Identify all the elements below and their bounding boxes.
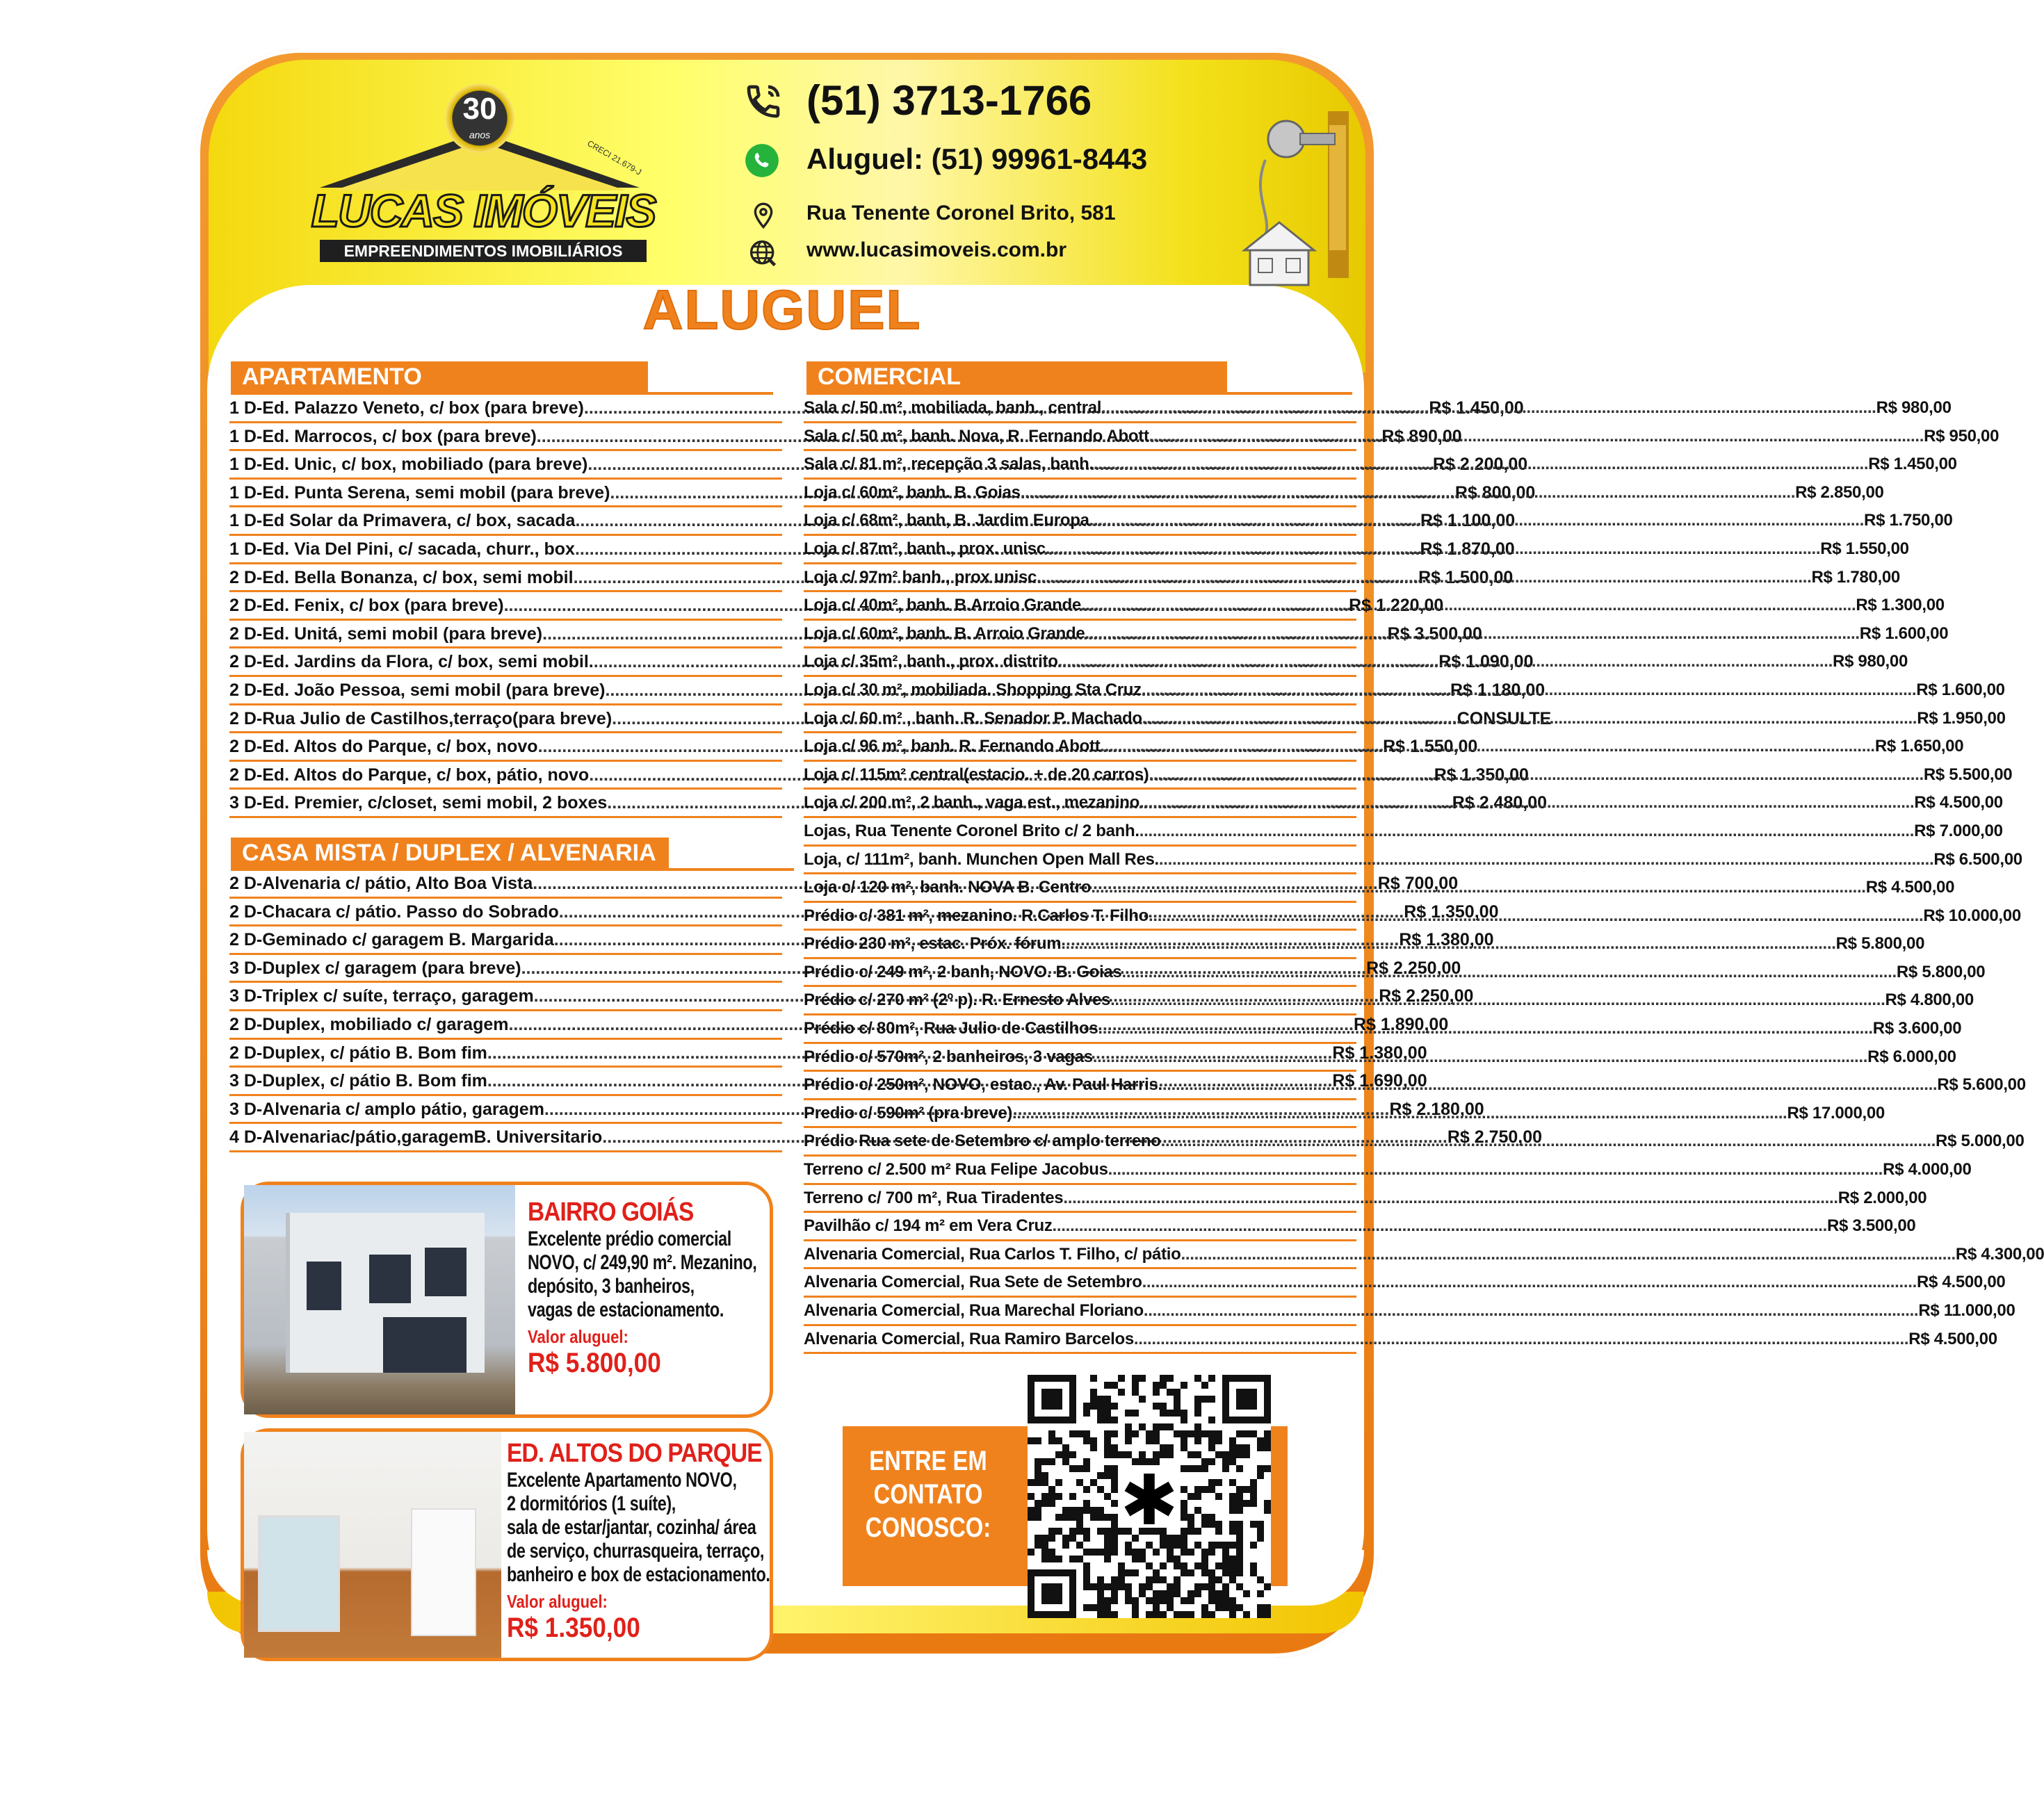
dot-leader — [1142, 705, 1917, 732]
item-price: R$ 7.000,00 — [1914, 821, 2003, 840]
item-price: R$ 700,00 — [1377, 874, 1459, 893]
dot-leader — [1063, 1185, 1838, 1211]
item-price: R$ 4.500,00 — [1908, 1329, 1997, 1348]
card-desc-line: depósito, 3 banheiros, — [528, 1275, 695, 1298]
item-description: Alvenaria Comercial, Rua Marechal Floriano — [804, 1301, 1144, 1320]
item-description: 1 D-Ed. Palazzo Veneto, c/ box (para breve) — [229, 398, 584, 418]
dot-leader — [1058, 648, 1833, 675]
item-description: 2 D-Duplex, mobiliado c/ garagem — [229, 1014, 509, 1034]
item-description: 3 D-Ed. Premier, c/closet, semi mobil, 2 boxes — [229, 793, 608, 813]
dot-leader — [1091, 874, 1865, 901]
dot-leader — [1089, 507, 1864, 534]
item-price: R$ 5.800,00 — [1835, 934, 1925, 954]
cta-line: CONTATO — [873, 1479, 983, 1510]
item-description: Loja c/ 35m², banh., prox. distrito — [804, 652, 1058, 671]
item-price: R$ 2.000,00 — [1838, 1188, 1927, 1207]
dot-leader — [1061, 931, 1835, 957]
item-price: R$ 1.350,00 — [1434, 765, 1529, 785]
item-description: 3 D-Duplex c/ garagem (para breve) — [229, 958, 521, 978]
item-description: Terreno c/ 700 m², Rua Tiradentes — [804, 1188, 1064, 1207]
item-description: Alvenaria Comercial, Rua Carlos T. Filho, c/ pátio — [804, 1244, 1181, 1264]
card-text — [507, 1439, 770, 1644]
item-price: R$ 3.500,00 — [1826, 1216, 1916, 1236]
dot-leader — [1053, 1213, 1827, 1239]
item-price: R$ 1.750,00 — [1864, 511, 1953, 530]
card-desc-line: sala de estar/jantar, cozinha/ área — [507, 1516, 756, 1539]
window — [369, 1255, 411, 1303]
list-item[interactable] — [804, 1326, 1997, 1355]
dot-leader — [1021, 480, 1795, 506]
dot-leader — [1161, 1128, 1936, 1154]
item-description: Sala c/ 50 m², banh. Nova, R. Fernando Abott — [804, 426, 1149, 446]
dot-leader — [1121, 959, 1896, 986]
section-heading-comercial — [806, 361, 1227, 392]
item-description: Loja c/ 60m², banh. B. Goias — [804, 482, 1021, 502]
item-description: Prédio c/ 270 m² (2º p). R. Ernesto Alves — [804, 990, 1111, 1010]
card-desc-line: Excelente prédio comercial — [528, 1227, 731, 1250]
item-price: R$ 5.500,00 — [1923, 765, 2013, 784]
item-price: R$ 1.600,00 — [1859, 623, 1949, 643]
badge-number: 30 — [462, 92, 497, 126]
item-description: Loja c/ 87m², banh., prox. unisc — [804, 539, 1046, 558]
glass-door — [383, 1317, 467, 1373]
heading-text: COMERCIAL — [818, 364, 961, 390]
dot-leader — [1134, 1326, 1908, 1353]
item-price: R$ 2.200,00 — [1432, 455, 1528, 475]
item-description: Loja c/ 60 m² , banh. R. Senador P. Machado — [804, 708, 1142, 728]
item-price: R$ 2.250,00 — [1379, 986, 1474, 1006]
item-price: R$ 1.550,00 — [1820, 539, 1909, 558]
item-description: Loja c/ 97m² banh., prox unisc — [804, 567, 1037, 587]
dot-leader — [1098, 1015, 1872, 1042]
item-description: Predio c/ 590m² (pra breve) — [804, 1103, 1013, 1123]
item-description: 3 D-Alvenaria c/ amplo pátio, garagem — [229, 1099, 544, 1119]
item-price: R$ 1.950,00 — [1917, 708, 2006, 728]
cta-line: ENTRE EM — [869, 1446, 987, 1476]
item-description: 2 D-Alvenaria c/ pátio, Alto Boa Vista — [229, 874, 533, 893]
item-description: Loja c/ 120 m², banh. NOVA B. Centro — [804, 878, 1092, 897]
item-price: R$ 2.750,00 — [1447, 1127, 1543, 1148]
item-price: R$ 2.850,00 — [1795, 482, 1884, 502]
item-description: 3 D-Triplex c/ suíte, terraço, garagem — [229, 986, 534, 1006]
item-description: Prédio c/ 250m², NOVO, estac., Av. Paul Harris. — [804, 1075, 1162, 1095]
item-description: 2 D-Ed. Fenix, c/ box (para breve) — [229, 596, 504, 616]
window — [258, 1515, 340, 1632]
item-description: 2 D-Duplex, c/ pátio B. Bom fim — [229, 1043, 487, 1063]
item-price: R$ 980,00 — [1876, 398, 1952, 417]
item-price: R$ 2.180,00 — [1389, 1099, 1484, 1119]
item-price: R$ 1.500,00 — [1418, 567, 1514, 587]
item-description: 2 D-Geminado c/ garagem B. Margarida — [229, 930, 554, 950]
item-price: R$ 1.550,00 — [1383, 737, 1478, 757]
item-price: R$ 5.000,00 — [1936, 1132, 2025, 1151]
item-description: Loja c/ 40m², banh. B.Arroio Grande — [804, 596, 1081, 615]
dot-leader — [1100, 733, 1874, 760]
list-item[interactable] — [804, 1241, 2044, 1270]
card-price: R$ 1.350,00 — [507, 1613, 640, 1643]
item-price: R$ 800,00 — [1454, 482, 1536, 503]
item-price: R$ 5.800,00 — [1896, 962, 1986, 981]
item-description: 2 D-Ed. Altos do Parque, c/ box, pátio, novo — [229, 765, 590, 785]
item-price: R$ 4.300,00 — [1955, 1244, 2044, 1264]
brand-name: LUCAS IMÓVEIS — [311, 185, 656, 236]
dot-leader — [1037, 564, 1811, 591]
list-item[interactable] — [804, 818, 2003, 847]
item-description: Loja c/ 30 m², mobiliada. Shopping Sta Cruz — [804, 680, 1142, 699]
item-description: Sala c/ 50 m², mobiliada, banh., central — [804, 398, 1102, 417]
globe-icon — [748, 238, 779, 269]
contact-banner-text — [863, 1444, 994, 1544]
location-pin-icon — [749, 202, 777, 229]
dot-leader — [1046, 536, 1820, 562]
item-price: R$ 980,00 — [1832, 652, 1908, 671]
item-description: 2 D-Ed. Bella Bonanza, c/ box, semi mobil — [229, 567, 574, 587]
item-price: R$ 2.480,00 — [1452, 793, 1548, 813]
heading-text: CASA MISTA / DUPLEX / ALVENARIA — [242, 840, 656, 866]
item-description: Prédio Rua sete de Setembro c/ amplo terreno — [804, 1132, 1161, 1151]
dot-leader — [1139, 818, 1914, 844]
item-price: R$ 1.220,00 — [1349, 596, 1444, 616]
item-price: R$ 4.500,00 — [1865, 878, 1955, 897]
item-price: R$ 6.000,00 — [1867, 1047, 1956, 1066]
item-price: R$ 1.650,00 — [1874, 737, 1964, 756]
card-desc-line: 2 dormitórios (1 suíte), — [507, 1492, 676, 1515]
whatsapp-number: Aluguel: (51) 99961-8443 — [806, 142, 1148, 175]
card-title: ED. ALTOS DO PARQUE — [507, 1439, 762, 1468]
building-photo — [244, 1185, 515, 1414]
item-description: 2 D-Ed. Altos do Parque, c/ box, novo — [229, 737, 538, 757]
card-price-label: Valor aluguel: — [528, 1326, 628, 1347]
list-item[interactable] — [804, 1157, 1972, 1185]
interior-wall — [411, 1508, 476, 1636]
section-heading-casa — [231, 838, 669, 868]
dot-leader — [1081, 592, 1856, 619]
item-price: R$ 1.380,00 — [1399, 930, 1494, 950]
phone-number: (51) 3713-1766 — [806, 77, 1092, 124]
dot-leader — [1094, 451, 1868, 478]
item-description: 1 D-Ed. Unic, c/ box, mobiliado (para breve) — [229, 455, 588, 475]
item-price: R$ 4.500,00 — [1916, 1273, 2006, 1292]
item-description: Loja c/ 200 m², 2 banh., vaga est., mezanino — [804, 793, 1139, 813]
svg-text:✱: ✱ — [1120, 1460, 1178, 1541]
whatsapp-contact[interactable] — [744, 142, 1203, 181]
item-price: R$ 4.000,00 — [1883, 1160, 1972, 1180]
item-price: R$ 1.300,00 — [1856, 596, 1945, 615]
item-price: R$ 1.350,00 — [1404, 901, 1499, 922]
item-description: Prédio 230 m², estac. Próx. fórum — [804, 934, 1062, 954]
item-description: Loja c/ 96 m², banh. R. Fernando Abott — [804, 737, 1101, 756]
house-keys-icon — [1224, 97, 1349, 292]
dot-leader — [1159, 847, 1933, 873]
item-price: R$ 890,00 — [1381, 426, 1462, 446]
item-description: 2 D-Ed. João Pessoa, semi mobil (para breve) — [229, 680, 606, 700]
item-description: 1 D-Ed Solar da Primavera, c/ box, sacada — [229, 511, 576, 531]
card-title: BAIRRO GOIÁS — [528, 1198, 694, 1227]
page-title: ALUGUEL — [642, 279, 922, 341]
featured-card-altos-do-parque[interactable] — [241, 1428, 773, 1661]
item-price: R$ 4.500,00 — [1914, 793, 2003, 813]
dot-leader — [1139, 790, 1914, 816]
item-price: R$ 1.450,00 — [1868, 455, 1957, 474]
card-price: R$ 5.800,00 — [528, 1348, 661, 1378]
whatsapp-icon — [744, 142, 780, 179]
address-text: Rua Tenente Coronel Brito, 581 — [806, 202, 1116, 225]
item-description: 1 D-Ed. Punta Serena, semi mobil (para breve) — [229, 482, 610, 503]
company-logo[interactable] — [306, 70, 660, 264]
item-description: 2 D-Chacara c/ pátio. Passo do Sobrado — [229, 901, 559, 922]
dot-leader — [1162, 1072, 1937, 1098]
dot-leader — [1142, 1269, 1917, 1296]
item-price: R$ 3.600,00 — [1872, 1019, 1962, 1038]
item-price: R$ 1.780,00 — [1811, 567, 1900, 587]
list-item[interactable] — [804, 847, 2022, 875]
item-description: Prédio c/ 249 m², 2 banh, NOVO. B. Goias — [804, 962, 1122, 981]
item-description: Terreno c/ 2.500 m² Rua Felipe Jacobus — [804, 1160, 1108, 1180]
item-price: R$ 1.890,00 — [1354, 1014, 1449, 1034]
item-description: Prédio c/ 80m², Rua Julio de Castilhos — [804, 1019, 1098, 1038]
card-desc-line: banheiro e box de estacionamento. — [507, 1563, 770, 1586]
item-price: R$ 1.090,00 — [1438, 652, 1534, 672]
item-description: Prédio c/ 381 m², mezanino. R.Carlos T. Filho — [804, 906, 1149, 925]
item-description: 2 D-Ed. Jardins da Flora, c/ box, semi mobil. — [229, 652, 594, 672]
item-description: Sala c/ 81 m², recepção 3 salas, banh. — [804, 455, 1094, 474]
item-price: R$ 1.600,00 — [1916, 680, 2005, 699]
item-price: R$ 17.000,00 — [1787, 1103, 1885, 1123]
item-price: R$ 1.380,00 — [1332, 1043, 1427, 1063]
card-desc-line: de serviço, churrasqueira, terraço, — [507, 1540, 765, 1562]
heading-text: APARTAMENTO — [242, 364, 422, 390]
card-text — [528, 1198, 764, 1379]
item-description: 3 D-Duplex, c/ pátio B. Bom fim — [229, 1071, 487, 1091]
dot-leader — [1142, 677, 1916, 703]
item-description: 1 D-Ed. Via Del Pini, c/ sacada, churr., box — [229, 539, 575, 559]
item-price: R$ 10.000,00 — [1923, 906, 2021, 925]
item-price: R$ 11.000,00 — [1918, 1301, 2015, 1320]
dot-leader — [1085, 621, 1859, 647]
item-price: CONSULTE — [1457, 708, 1552, 728]
featured-card-bairro-goias[interactable] — [241, 1182, 773, 1418]
dot-leader — [1149, 762, 1923, 788]
item-price: R$ 1.450,00 — [1429, 398, 1524, 418]
item-price: R$ 3.500,00 — [1387, 623, 1482, 644]
item-price: R$ 1.870,00 — [1420, 539, 1515, 559]
item-price: R$ 5.600,00 — [1937, 1075, 2026, 1095]
item-description: 1 D-Ed. Marrocos, c/ box (para breve) — [229, 426, 537, 446]
item-description: Loja c/ 60m², banh. B. Arroio Grande — [804, 623, 1085, 643]
item-description: Loja, c/ 111m², banh. Munchen Open Mall Res. — [804, 849, 1159, 869]
item-description: 2 D-Ed. Unitá, semi mobil (para breve) — [229, 623, 543, 644]
item-price: R$ 1.180,00 — [1450, 680, 1546, 700]
item-description: Pavilhão c/ 194 m² em Vera Cruz — [804, 1216, 1053, 1236]
item-description: Alvenaria Comercial, Rua Sete de Setembro — [804, 1273, 1142, 1292]
item-description: Alvenaria Comercial, Rua Ramiro Barcelos — [804, 1329, 1134, 1348]
item-description: Lojas, Rua Tenente Coronel Brito c/ 2 banh. — [804, 821, 1139, 840]
item-description: Loja c/ 115m² central(estacio. + de 20 carros) — [804, 765, 1149, 784]
item-price: R$ 2.250,00 — [1366, 958, 1461, 978]
item-description: 2 D-Rua Julio de Castilhos,terraço(para breve) — [229, 708, 613, 728]
address-contact[interactable] — [744, 202, 1133, 231]
item-price: R$ 1.690,00 — [1332, 1071, 1427, 1091]
badge-sub: anos — [469, 129, 491, 140]
item-description: Loja c/ 68m², banh, B. Jardim Europa — [804, 511, 1089, 530]
list-item[interactable] — [804, 1298, 2015, 1326]
item-description: Prédio c/ 570m², 2 banheiros, 3 vagas — [804, 1047, 1093, 1066]
dot-leader — [1093, 1044, 1867, 1070]
item-price: R$ 4.800,00 — [1885, 990, 1974, 1010]
dot-leader — [1108, 1157, 1883, 1183]
dot-leader — [1110, 987, 1885, 1013]
apartment-photo — [244, 1432, 501, 1658]
dot-leader — [1181, 1241, 1956, 1268]
phone-icon — [744, 82, 783, 121]
anniversary-badge — [445, 83, 514, 153]
dot-leader — [1012, 1100, 1787, 1127]
brand-tagline: EMPREENDIMENTOS IMOBILIÁRIOS — [320, 240, 647, 262]
qr-code-icon[interactable] — [1028, 1375, 1271, 1618]
section-heading-apartamento — [231, 361, 648, 392]
card-desc-line: vagas de estacionamento. — [528, 1298, 724, 1321]
card-desc-line: Excelente Apartamento NOVO, — [507, 1469, 737, 1492]
item-price: R$ 950,00 — [1924, 426, 2000, 446]
card-price-label: Valor aluguel: — [507, 1591, 608, 1612]
item-description: 4 D-Alvenariac/pátio,garagemB. Universitario — [229, 1127, 603, 1148]
item-price: R$ 6.500,00 — [1933, 849, 2022, 869]
window — [425, 1248, 467, 1296]
dot-leader — [1149, 423, 1924, 450]
website-contact[interactable] — [744, 238, 1133, 268]
creci-number: CRECI 21.679-J — [585, 138, 644, 177]
item-price: R$ 1.100,00 — [1420, 511, 1516, 531]
cta-line: CONOSCO: — [865, 1512, 991, 1543]
dot-leader — [1144, 1298, 1918, 1324]
dot-leader — [1101, 395, 1876, 421]
website-url: www.lucasimoveis.com.br — [806, 238, 1067, 261]
list-item[interactable] — [804, 1213, 1916, 1241]
window — [307, 1262, 341, 1310]
card-desc-line: NOVO, c/ 249,90 m². Mezanino, — [528, 1251, 757, 1274]
phone-contact[interactable] — [744, 76, 1133, 125]
list-item[interactable] — [804, 1269, 2006, 1298]
list-item[interactable] — [804, 1185, 1927, 1214]
dot-leader — [1149, 903, 1923, 929]
